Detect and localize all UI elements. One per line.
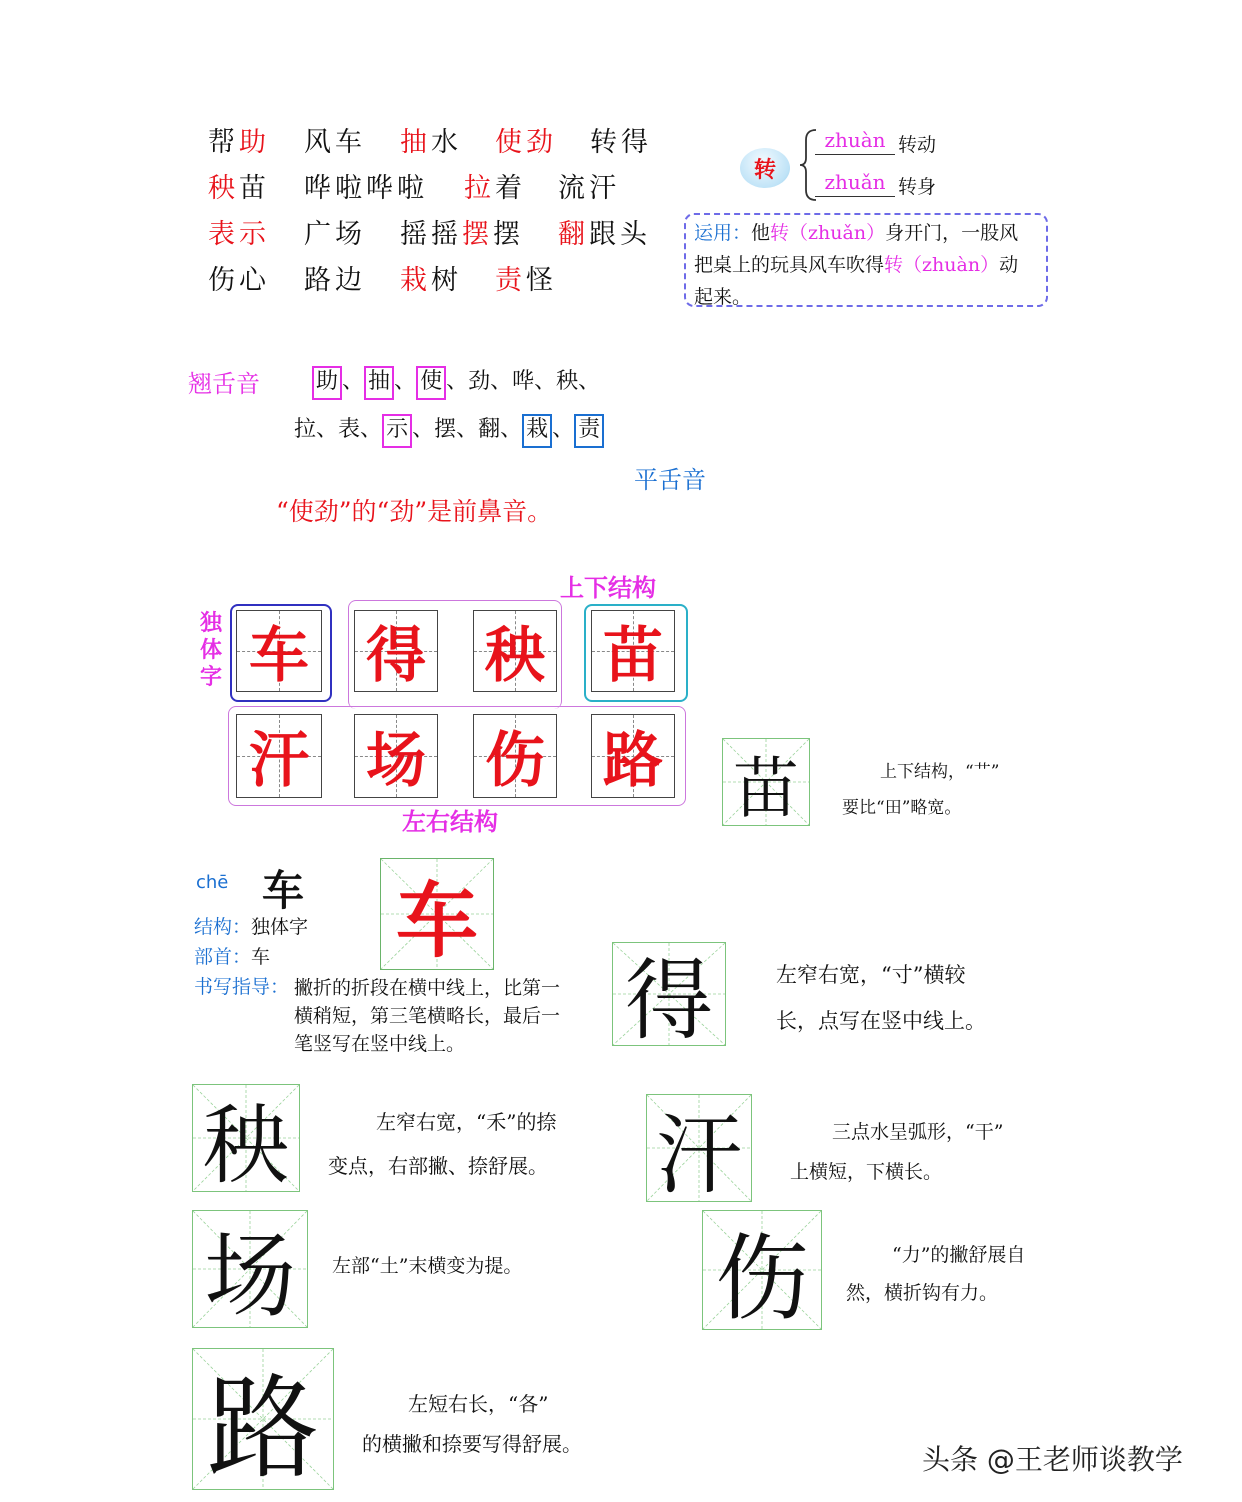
che-guide-text: 撇折的折段在横中线上，比第一 横稍短，第三笔横略长，最后一 笔竖写在竖中线上。 [294, 977, 561, 1055]
usage-text: 动 [999, 254, 1019, 276]
top-bottom-label: 上下结构 [560, 574, 656, 602]
vocab-word: 伤心 [208, 265, 270, 296]
che-radical: 部首：车 [194, 946, 271, 968]
usage-text: 起来。 [694, 286, 752, 308]
grid-cell: 伤 [473, 714, 557, 798]
separator: 、 [500, 417, 523, 442]
vocab-word: 摇摇摆摆 [400, 219, 524, 250]
nasal-note: “使劲”的“劲”是前鼻音。 [276, 497, 553, 526]
vocab-word: 使劲 [495, 127, 557, 158]
separator: 、 [360, 417, 383, 442]
retroflex-char: 劲 [468, 369, 491, 394]
pinyin-reading-1: zhuàn [815, 128, 895, 155]
vocab-word: 广场 [304, 219, 366, 250]
mizige-cell: 得 [612, 942, 726, 1046]
separator: 、 [394, 369, 417, 394]
usage-text: 把桌上的玩具风车吹得 [694, 254, 885, 276]
separator: 、 [446, 369, 469, 394]
polyphone-char: 转 [740, 148, 790, 188]
usage-pinyin: 转（zhuàn） [884, 254, 1000, 276]
writing-tip: “力”的撇舒展自 然，横折钩有力。 [846, 1244, 1026, 1304]
vocab-word: 转得 [590, 127, 652, 158]
separator: 、 [342, 369, 365, 394]
retroflex-char: 表 [338, 417, 361, 442]
separator: 、 [456, 417, 479, 442]
retroflex-line-2 [294, 412, 604, 448]
left-right-label: 左右结构 [402, 808, 498, 836]
usage-pinyin: 转（zhuǎn） [770, 222, 886, 244]
usage-box [684, 213, 1048, 307]
retroflex-char: 助 [312, 366, 342, 400]
vocab-word: 表示 [208, 219, 270, 250]
grid-cell: 得 [354, 610, 438, 692]
grid-cell: 苗 [591, 610, 675, 692]
writing-tip: 左窄右宽，“禾”的捺 变点，右部撇、捺舒展。 [328, 1110, 557, 1178]
che-structure: 结构：独体字 [194, 916, 309, 938]
grid-cell: 秧 [473, 610, 557, 692]
vocab-word: 拉着 [464, 173, 526, 204]
retroflex-char: 秧 [556, 369, 579, 394]
vocab-word: 翻跟头 [558, 219, 651, 250]
retroflex-char: 哗 [512, 369, 535, 394]
retroflex-label: 翘舌音 [188, 370, 260, 398]
separator: 、 [412, 417, 435, 442]
vocab-word: 抽水 [400, 127, 462, 158]
che-guide-label: 书写指导： [194, 976, 290, 998]
retroflex-char: 拉 [294, 417, 317, 442]
grid-cell: 场 [354, 714, 438, 798]
vocab-word: 路边 [304, 265, 366, 296]
separator: 、 [552, 417, 575, 442]
vocab-word: 哗啦哗啦 [304, 173, 428, 204]
usage-text: 身开门，一股风 [885, 222, 1019, 244]
grid-cell: 车 [236, 610, 322, 692]
writing-tip: 三点水呈弧形，“干” 上横短，下横长。 [790, 1121, 1004, 1183]
vocab-word: 责怪 [495, 265, 557, 296]
che-pinyin: chē [196, 872, 229, 893]
retroflex-char: 抽 [364, 366, 394, 400]
mizige-cell: 苗 [722, 738, 810, 826]
retroflex-line-1 [312, 364, 600, 400]
grid-cell: 汗 [236, 714, 322, 798]
separator: 、 [490, 369, 513, 394]
vocab-word: 风车 [304, 127, 366, 158]
separator: 、 [534, 369, 557, 394]
reading-word-1: 转动 [898, 134, 937, 156]
usage-label: 运用： [694, 222, 752, 244]
retroflex-char: 栽 [522, 414, 552, 448]
separator: 、 [316, 417, 339, 442]
grid-cell: 路 [591, 714, 675, 798]
writing-tip: 上下结构，“艹” 要比“田”略宽。 [842, 762, 1000, 818]
separator: 、 [578, 369, 601, 394]
retroflex-char: 使 [416, 366, 446, 400]
pinyin-reading-2: zhuǎn [815, 170, 895, 197]
writing-tip: 左短右长，“各” 的横撇和捺要写得舒展。 [362, 1392, 582, 1456]
vocab-word: 帮助 [208, 127, 270, 158]
retroflex-char: 责 [574, 414, 604, 448]
mizige-che: 车 [380, 858, 494, 970]
retroflex-char: 翻 [478, 417, 501, 442]
vocab-word: 流汗 [558, 173, 620, 204]
single-char-label: 独体字 [200, 611, 223, 690]
mizige-cell: 场 [192, 1210, 308, 1328]
retroflex-char: 示 [382, 414, 412, 448]
mizige-cell: 路 [192, 1348, 334, 1490]
vocab-word: 栽树 [400, 265, 462, 296]
writing-tip: 左窄右宽，“寸”横较 长，点写在竖中线上。 [776, 963, 986, 1033]
watermark: 头条 @王老师谈教学 [922, 1443, 1183, 1476]
flat-tongue-label: 平舌音 [634, 466, 706, 494]
mizige-cell: 秧 [192, 1084, 300, 1192]
mizige-cell: 伤 [702, 1210, 822, 1330]
usage-text: 他 [751, 222, 771, 244]
vocab-word: 秧苗 [208, 173, 270, 204]
reading-word-2: 转身 [898, 176, 937, 198]
retroflex-char: 摆 [434, 417, 457, 442]
mizige-cell: 汗 [646, 1094, 752, 1202]
writing-tip: 左部“土”末横变为提。 [332, 1255, 523, 1277]
che-char: 车 [262, 866, 305, 915]
